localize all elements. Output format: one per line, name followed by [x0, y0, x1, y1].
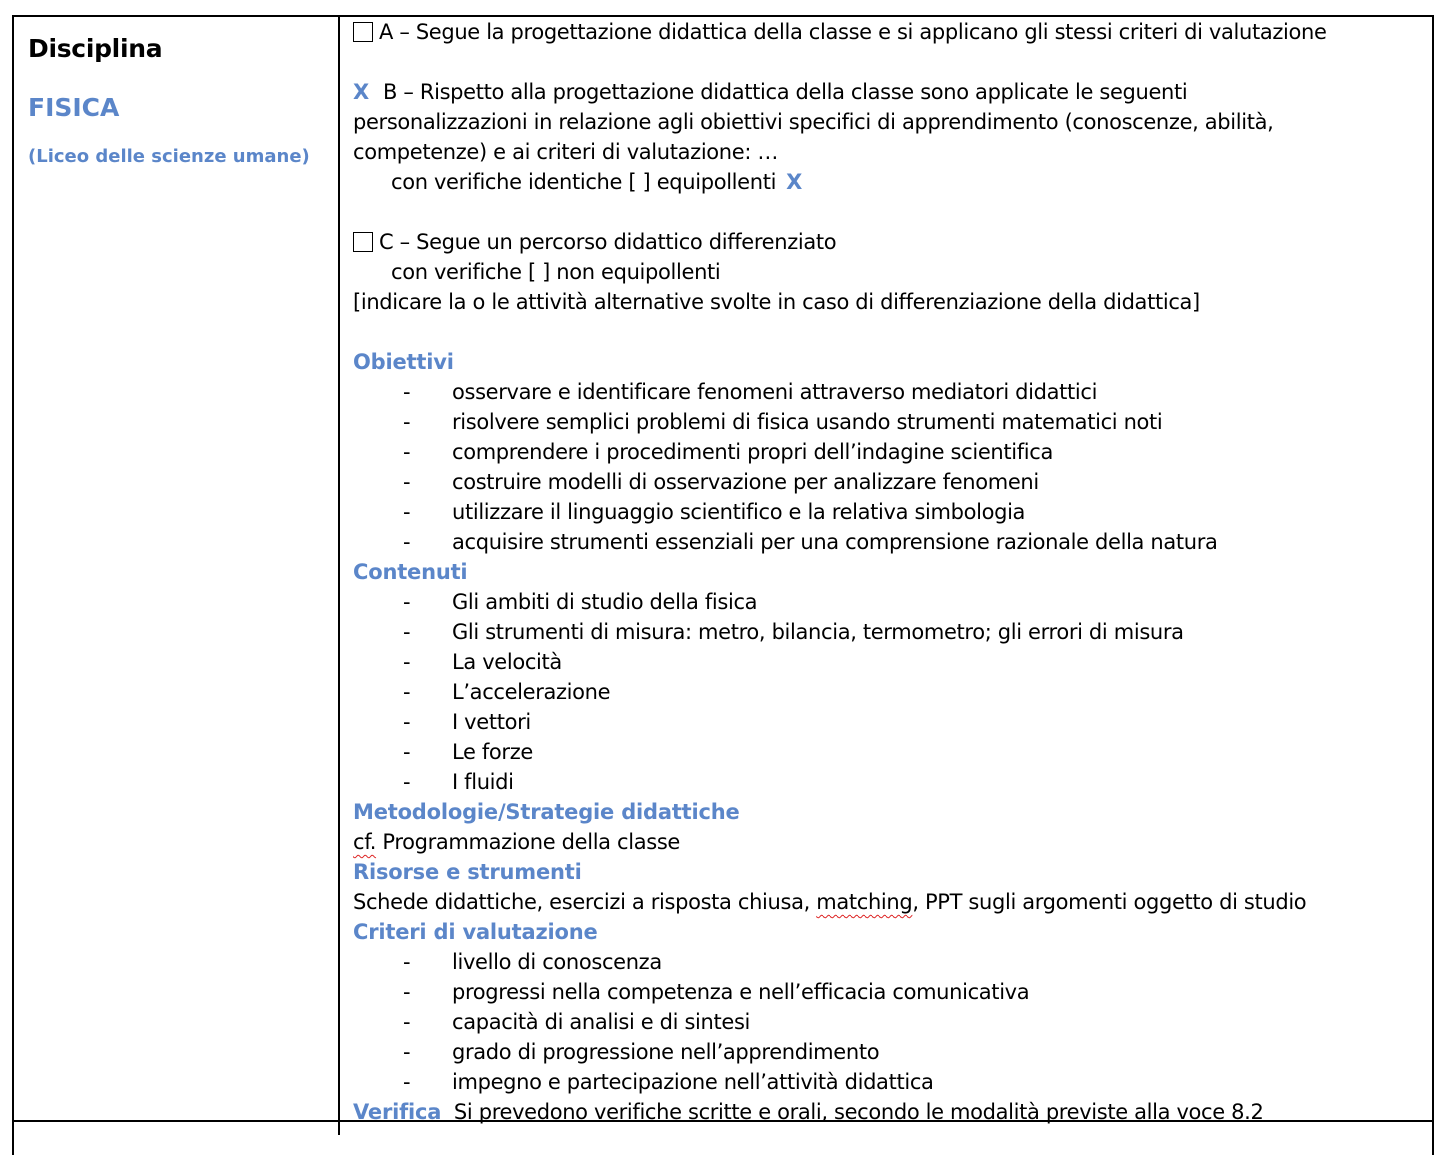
section-title-metodologie: Metodologie/Strategie didattiche: [353, 800, 740, 824]
list-item: - risolvere semplici problemi di fisica usando strumenti matematici noti: [353, 407, 1423, 437]
bullet-dash: -: [403, 410, 411, 434]
option-a: [353, 17, 1423, 47]
list-item: - I vettori: [353, 707, 1423, 737]
column-divider: [338, 15, 340, 1135]
bullet-dash: -: [403, 1040, 411, 1064]
content-cell: [353, 17, 1423, 1127]
option-b-line-2: personalizzazioni in relazione agli obiettivi specifici di apprendimento (conoscenze, abilità,: [353, 110, 1274, 134]
bullet-dash: -: [403, 650, 411, 674]
list-item: - livello di conoscenza: [353, 947, 1423, 977]
metodologie-text: cf. Programmazione della classe: [353, 830, 680, 854]
bullet-dash: -: [403, 590, 411, 614]
list-item: - capacità di analisi e di sintesi: [353, 1007, 1423, 1037]
section-title-criteri: Criteri di valutazione: [353, 920, 598, 944]
school-type: (Liceo delle scienze umane): [28, 146, 310, 167]
equipollenti-check-mark[interactable]: X: [786, 170, 802, 194]
list-item: - Le forze: [353, 737, 1423, 767]
bullet-dash: -: [403, 470, 411, 494]
list-item: - progressi nella competenza e nell’efficacia comunicativa: [353, 977, 1423, 1007]
list-item: - impegno e partecipazione nell’attività didattica: [353, 1067, 1423, 1097]
discipline-cell: [28, 34, 310, 167]
bullet-dash: -: [403, 770, 411, 794]
risorse-text: Schede didattiche, esercizi a risposta chiusa, matching, PPT sugli argomenti oggetto di studio: [353, 890, 1307, 914]
list-item: - comprendere i procedimenti propri dell’indagine scientifica: [353, 437, 1423, 467]
list-item: - acquisire strumenti essenziali per una comprensione razionale della natura: [353, 527, 1423, 557]
section-title-obiettivi: Obiettivi: [353, 350, 454, 374]
option-c: C – Segue un percorso didattico differenziato: [353, 227, 1423, 257]
bullet-dash: -: [403, 620, 411, 644]
bullet-dash: -: [403, 440, 411, 464]
bullet-dash: -: [403, 680, 411, 704]
option-a-text: A – Segue la progettazione didattica della classe e si applicano gli stessi criteri di valutazione: [379, 20, 1327, 44]
option-c-verifiche: con verifiche [ ] non equipollenti: [391, 260, 721, 284]
section-title-verifica: Verifica: [353, 1100, 442, 1124]
option-b-check-mark[interactable]: X: [353, 80, 369, 104]
spellcheck-flagged-word: matching: [816, 890, 913, 914]
spellcheck-flagged-word: cf.: [353, 830, 377, 854]
bullet-dash: -: [403, 380, 411, 404]
option-c-checkbox[interactable]: [353, 232, 373, 252]
bullet-dash: -: [403, 950, 411, 974]
option-b-line-1: X B – Rispetto alla progettazione didattica della classe sono applicate le seguenti: [353, 77, 1423, 107]
list-item: - Gli strumenti di misura: metro, bilancia, termometro; gli errori di misura: [353, 617, 1423, 647]
list-item: - costruire modelli di osservazione per analizzare fenomeni: [353, 467, 1423, 497]
option-b-verifiche: con verifiche identiche [ ] equipollenti X: [391, 170, 802, 194]
obiettivi-list: [353, 377, 1423, 557]
option-a-checkbox[interactable]: [353, 22, 373, 42]
criteri-list: [353, 947, 1423, 1097]
bullet-dash: -: [403, 980, 411, 1004]
list-item: - I fluidi: [353, 767, 1423, 797]
option-c-note: [indicare la o le attività alternative svolte in caso di differenziazione della didattica]: [353, 290, 1200, 314]
list-item: - L’accelerazione: [353, 677, 1423, 707]
contenuti-list: [353, 587, 1423, 797]
list-item: - Gli ambiti di studio della fisica: [353, 587, 1423, 617]
bullet-dash: -: [403, 1070, 411, 1094]
bullet-dash: -: [403, 530, 411, 554]
bullet-dash: -: [403, 710, 411, 734]
list-item: - La velocità: [353, 647, 1423, 677]
subject-name: FISICA: [28, 93, 120, 122]
section-title-contenuti: Contenuti: [353, 560, 468, 584]
bullet-dash: -: [403, 500, 411, 524]
section-title-risorse: Risorse e strumenti: [353, 860, 582, 884]
list-item: - grado di progressione nell’apprendimento: [353, 1037, 1423, 1067]
bullet-dash: -: [403, 740, 411, 764]
option-b-line-3: competenze) e ai criteri di valutazione: …: [353, 140, 779, 164]
verifica-text: Si prevedono verifiche scritte e orali, secondo le modalità previste alla voce 8.2: [453, 1100, 1264, 1124]
list-item: - utilizzare il linguaggio scientifico e la relativa simbologia: [353, 497, 1423, 527]
list-item: - osservare e identificare fenomeni attraverso mediatori didattici: [353, 377, 1423, 407]
verifica-line: [353, 1097, 1423, 1127]
discipline-label: Disciplina: [28, 34, 163, 63]
bullet-dash: -: [403, 1010, 411, 1034]
